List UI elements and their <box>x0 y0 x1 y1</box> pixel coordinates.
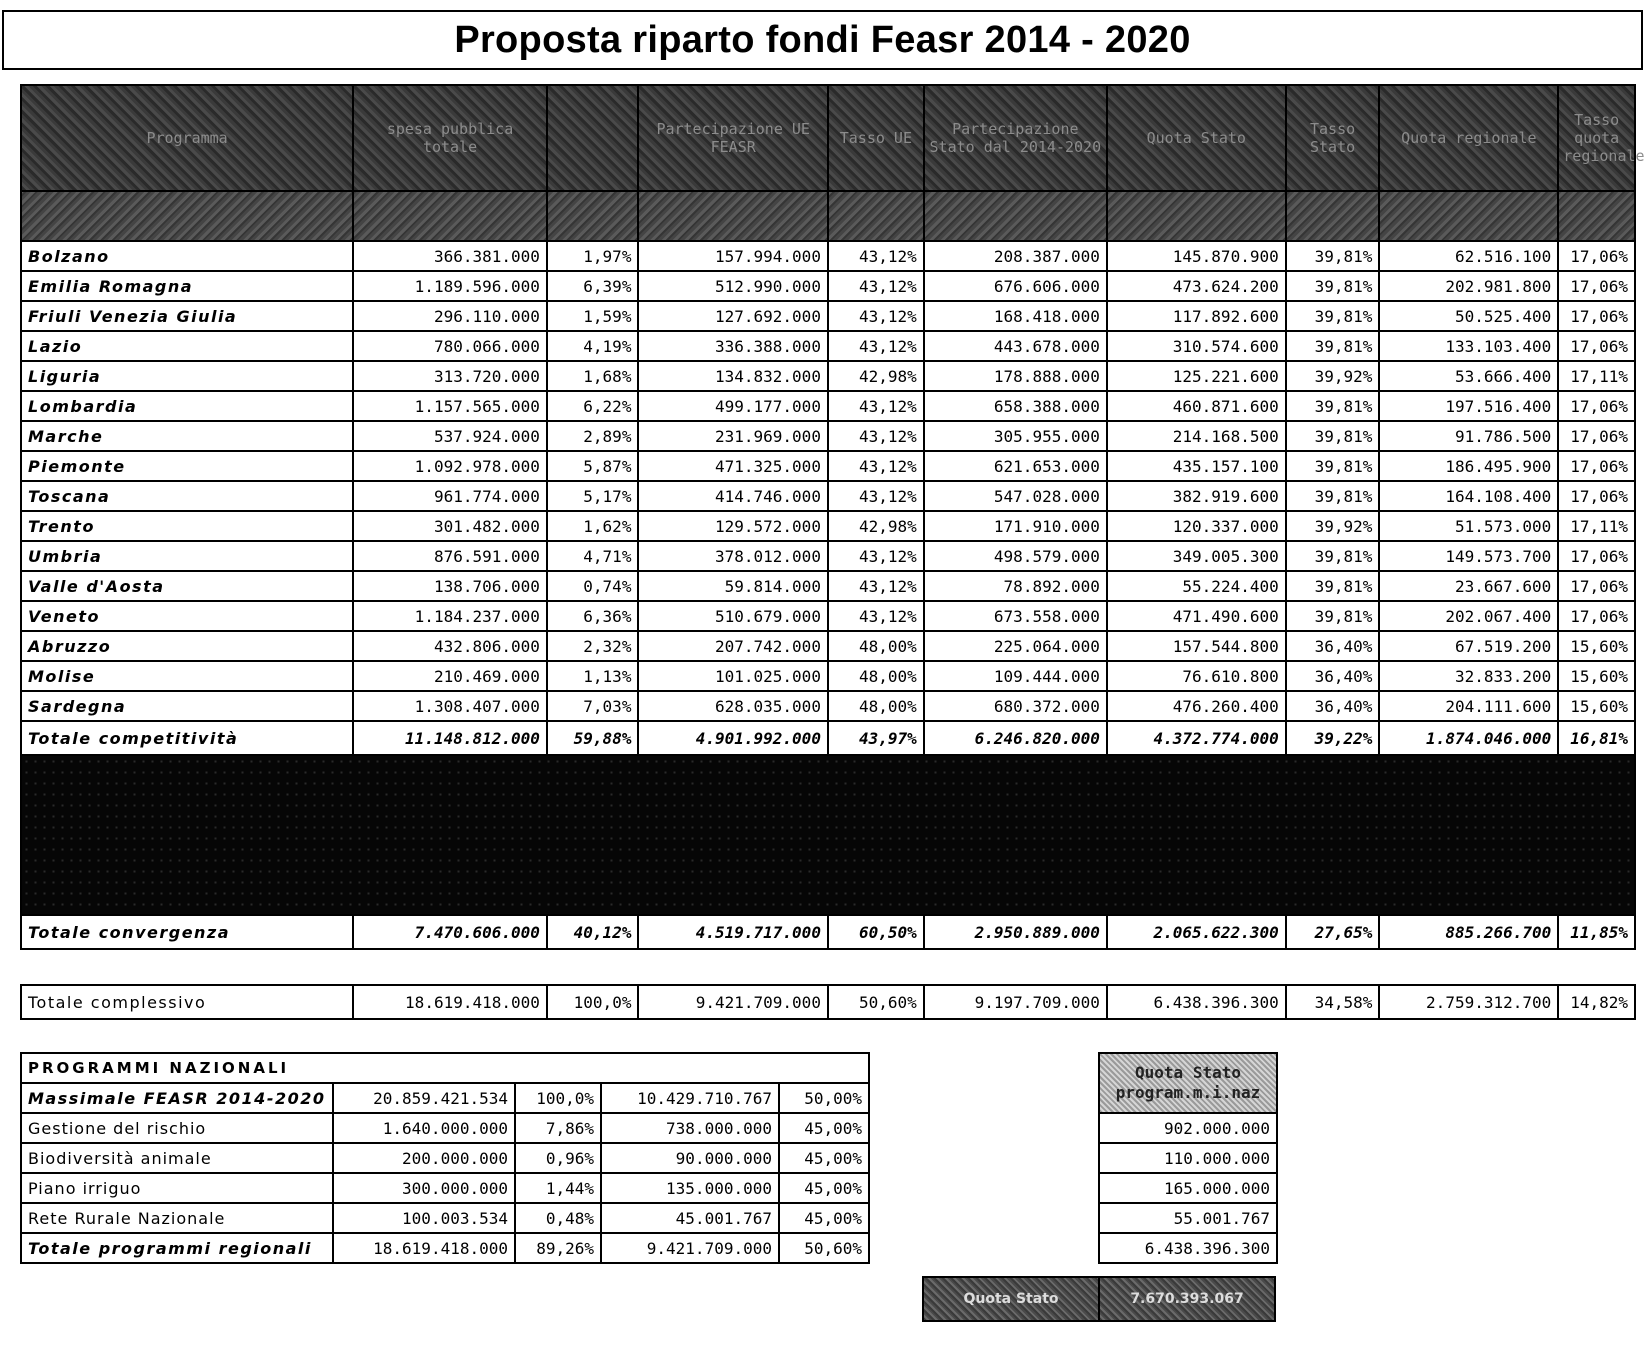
programmi-spacer <box>869 1143 921 1173</box>
quota-ue: 134.832.000 <box>638 361 828 391</box>
column-header: Tasso quota regionale <box>1558 85 1635 191</box>
quota-regionale: 186.495.900 <box>1379 451 1558 481</box>
percentuale: 6,36% <box>547 601 639 631</box>
percentuale: 2,32% <box>547 631 639 661</box>
programma-spesa: 100.003.534 <box>333 1203 515 1233</box>
quota-stato: 214.168.500 <box>1107 421 1286 451</box>
spesa-totale: 296.110.000 <box>353 301 547 331</box>
tasso-stato: 27,65% <box>1286 915 1380 949</box>
spesa-totale: 138.706.000 <box>353 571 547 601</box>
quota-stato: 471.490.600 <box>1107 601 1286 631</box>
column-header: Quota regionale <box>1379 85 1558 191</box>
programma-pct: 0,96% <box>515 1143 601 1173</box>
programmi-row <box>21 1203 921 1233</box>
table-row <box>21 271 1635 301</box>
quota-header-row <box>1099 1053 1277 1113</box>
region-name: Emilia Romagna <box>21 271 353 301</box>
spesa-totale: 1.308.407.000 <box>353 691 547 721</box>
programma-name: Piano irriguo <box>21 1173 333 1203</box>
quota-stato-value: 55.001.767 <box>1099 1203 1277 1233</box>
totale-competitivita-row <box>21 721 1635 755</box>
programmi-table <box>20 1052 922 1264</box>
programma-pct: 0,48% <box>515 1203 601 1233</box>
percentuale: 5,17% <box>547 481 639 511</box>
programma-spesa: 300.000.000 <box>333 1173 515 1203</box>
tasso-ue: 43,12% <box>828 481 924 511</box>
tasso-regionale: 16,81% <box>1558 721 1635 755</box>
quota-regionale: 1.874.046.000 <box>1379 721 1558 755</box>
quota-regionale: 53.666.400 <box>1379 361 1558 391</box>
programma-tasso: 50,60% <box>779 1233 869 1263</box>
redacted-area <box>21 755 1635 915</box>
quota-ue: 628.035.000 <box>638 691 828 721</box>
programma-tasso: 45,00% <box>779 1113 869 1143</box>
programma-ue: 10.429.710.767 <box>601 1083 779 1113</box>
programma-spesa: 1.640.000.000 <box>333 1113 515 1143</box>
tasso-regionale: 17,11% <box>1558 361 1635 391</box>
tasso-stato: 39,92% <box>1286 511 1380 541</box>
column-header: Partecipazione Stato dal 2014-2020 <box>924 85 1107 191</box>
quota-ue: 59.814.000 <box>638 571 828 601</box>
programma-ue: 90.000.000 <box>601 1143 779 1173</box>
quota-regionale: 164.108.400 <box>1379 481 1558 511</box>
programma-pct: 7,86% <box>515 1113 601 1143</box>
tasso-regionale: 17,06% <box>1558 451 1635 481</box>
redacted-band <box>21 755 1635 915</box>
quota-stato-header: Quota Stato program.m.i.naz <box>1099 1053 1277 1113</box>
quota-stato: 145.870.900 <box>1107 241 1286 271</box>
quota-row <box>1099 1173 1277 1203</box>
table-row <box>21 661 1635 691</box>
quota-stato: 2.065.622.300 <box>1107 915 1286 949</box>
quota-regionale: 67.519.200 <box>1379 631 1558 661</box>
percentuale: 100,0% <box>547 985 639 1019</box>
tasso-stato: 39,81% <box>1286 601 1380 631</box>
tasso-regionale: 17,06% <box>1558 331 1635 361</box>
table-row <box>21 511 1635 541</box>
percentuale: 0,74% <box>547 571 639 601</box>
tasso-ue: 43,12% <box>828 331 924 361</box>
quota-ue: 9.421.709.000 <box>638 985 828 1019</box>
tasso-stato: 34,58% <box>1286 985 1380 1019</box>
quota-stato-value: 6.438.396.300 <box>1099 1233 1277 1263</box>
quota-ue: 414.746.000 <box>638 481 828 511</box>
quota-ue: 499.177.000 <box>638 391 828 421</box>
percentuale: 1,68% <box>547 361 639 391</box>
column-subheader <box>924 191 1107 241</box>
spesa-totale: 210.469.000 <box>353 661 547 691</box>
programmi-spacer <box>869 1233 921 1263</box>
quota-regionale: 50.525.400 <box>1379 301 1558 331</box>
title-box <box>2 10 1643 70</box>
page-title: Proposta riparto fondi Feasr 2014 - 2020 <box>454 18 1191 61</box>
tasso-regionale: 17,06% <box>1558 421 1635 451</box>
quota-regionale: 197.516.400 <box>1379 391 1558 421</box>
table-row <box>21 691 1635 721</box>
tasso-stato: 39,81% <box>1286 571 1380 601</box>
quota-nazionale: 658.388.000 <box>924 391 1107 421</box>
spesa-totale: 11.148.812.000 <box>353 721 547 755</box>
table-row <box>21 451 1635 481</box>
quota-nazionale: 676.606.000 <box>924 271 1107 301</box>
column-subheader <box>547 191 639 241</box>
quota-regionale: 133.103.400 <box>1379 331 1558 361</box>
quota-ue: 4.901.992.000 <box>638 721 828 755</box>
quota-stato: 310.574.600 <box>1107 331 1286 361</box>
programmi-empty-cell <box>869 1053 921 1083</box>
tasso-stato: 39,81% <box>1286 271 1380 301</box>
spesa-totale: 18.619.418.000 <box>353 985 547 1019</box>
tasso-ue: 48,00% <box>828 661 924 691</box>
tasso-ue: 43,12% <box>828 391 924 421</box>
quota-stato: 117.892.600 <box>1107 301 1286 331</box>
region-name: Bolzano <box>21 241 353 271</box>
percentuale: 2,89% <box>547 421 639 451</box>
tasso-ue: 50,60% <box>828 985 924 1019</box>
column-header: Quota Stato <box>1107 85 1286 191</box>
quota-ue: 207.742.000 <box>638 631 828 661</box>
programmi-row <box>21 1143 921 1173</box>
region-name: Totale competitività <box>21 721 353 755</box>
quota-row <box>1099 1113 1277 1143</box>
tasso-ue: 60,50% <box>828 915 924 949</box>
totale-convergenza-row <box>21 915 1635 949</box>
region-name: Piemonte <box>21 451 353 481</box>
tasso-regionale: 17,06% <box>1558 271 1635 301</box>
programma-ue: 45.001.767 <box>601 1203 779 1233</box>
programma-pct: 1,44% <box>515 1173 601 1203</box>
programmi-row <box>21 1233 921 1263</box>
quota-nazionale: 6.246.820.000 <box>924 721 1107 755</box>
programmi-title: PROGRAMMI NAZIONALI <box>21 1053 869 1083</box>
column-subheader <box>828 191 924 241</box>
tasso-stato: 39,81% <box>1286 391 1380 421</box>
quota-row <box>1099 1233 1277 1263</box>
quota-regionale: 2.759.312.700 <box>1379 985 1558 1019</box>
bottom-quota-label: Quota Stato <box>924 1278 1098 1320</box>
programmi-row <box>21 1083 921 1113</box>
table-row <box>21 301 1635 331</box>
spesa-totale: 876.591.000 <box>353 541 547 571</box>
spesa-totale: 313.720.000 <box>353 361 547 391</box>
regional-table <box>20 84 1645 950</box>
region-name: Lazio <box>21 331 353 361</box>
quota-ue: 127.692.000 <box>638 301 828 331</box>
spesa-totale: 366.381.000 <box>353 241 547 271</box>
quota-regionale: 149.573.700 <box>1379 541 1558 571</box>
column-header <box>547 85 639 191</box>
tasso-ue: 43,97% <box>828 721 924 755</box>
programmi-spacer <box>869 1173 921 1203</box>
programma-tasso: 45,00% <box>779 1143 869 1173</box>
column-header: Partecipazione UE FEASR <box>638 85 828 191</box>
tasso-stato: 36,40% <box>1286 661 1380 691</box>
bottom-quota-box <box>922 1276 1276 1322</box>
table-row <box>21 541 1635 571</box>
tasso-stato: 39,81% <box>1286 541 1380 571</box>
region-name: Liguria <box>21 361 353 391</box>
programma-pct: 89,26% <box>515 1233 601 1263</box>
region-name: Molise <box>21 661 353 691</box>
column-subheader <box>1379 191 1558 241</box>
tasso-ue: 43,12% <box>828 601 924 631</box>
spesa-totale: 537.924.000 <box>353 421 547 451</box>
programma-tasso: 45,00% <box>779 1173 869 1203</box>
region-name: Valle d'Aosta <box>21 571 353 601</box>
column-subheader <box>21 191 353 241</box>
tasso-ue: 43,12% <box>828 571 924 601</box>
table-row <box>21 631 1635 661</box>
spesa-totale: 780.066.000 <box>353 331 547 361</box>
programma-spesa: 20.859.421.534 <box>333 1083 515 1113</box>
quota-ue: 510.679.000 <box>638 601 828 631</box>
table-row <box>21 421 1635 451</box>
quota-nazionale: 2.950.889.000 <box>924 915 1107 949</box>
quota-nazionale: 109.444.000 <box>924 661 1107 691</box>
quota-ue: 231.969.000 <box>638 421 828 451</box>
programmi-title-row <box>21 1053 921 1083</box>
tasso-ue: 43,12% <box>828 271 924 301</box>
region-name: Marche <box>21 421 353 451</box>
bottom-quota-value: 7.670.393.067 <box>1098 1278 1274 1320</box>
tasso-regionale: 17,06% <box>1558 301 1635 331</box>
column-header: Programma <box>21 85 353 191</box>
tasso-regionale: 17,06% <box>1558 481 1635 511</box>
quota-nazionale: 305.955.000 <box>924 421 1107 451</box>
programma-ue: 135.000.000 <box>601 1173 779 1203</box>
quota-stato: 382.919.600 <box>1107 481 1286 511</box>
programmi-row <box>21 1113 921 1143</box>
tasso-ue: 43,12% <box>828 301 924 331</box>
quota-nazionale: 208.387.000 <box>924 241 1107 271</box>
quota-stato: 157.544.800 <box>1107 631 1286 661</box>
percentuale: 1,13% <box>547 661 639 691</box>
quota-nazionale: 547.028.000 <box>924 481 1107 511</box>
quota-nazionale: 443.678.000 <box>924 331 1107 361</box>
spesa-totale: 432.806.000 <box>353 631 547 661</box>
quota-nazionale: 78.892.000 <box>924 571 1107 601</box>
spesa-totale: 301.482.000 <box>353 511 547 541</box>
column-header: spesa pubblica totale <box>353 85 547 191</box>
quota-ue: 471.325.000 <box>638 451 828 481</box>
quota-regionale: 91.786.500 <box>1379 421 1558 451</box>
tasso-ue: 43,12% <box>828 241 924 271</box>
region-name: Trento <box>21 511 353 541</box>
total-table <box>20 984 1636 1020</box>
table-row <box>21 241 1635 271</box>
table-row <box>21 361 1635 391</box>
quota-nazionale: 9.197.709.000 <box>924 985 1107 1019</box>
percentuale: 4,71% <box>547 541 639 571</box>
programma-name: Massimale FEASR 2014-2020 <box>21 1083 333 1113</box>
tasso-regionale: 15,60% <box>1558 631 1635 661</box>
programma-name: Rete Rurale Nazionale <box>21 1203 333 1233</box>
table-row <box>21 331 1635 361</box>
tasso-regionale: 17,06% <box>1558 571 1635 601</box>
quota-regionale: 32.833.200 <box>1379 661 1558 691</box>
tasso-ue: 48,00% <box>828 691 924 721</box>
quota-ue: 157.994.000 <box>638 241 828 271</box>
percentuale: 7,03% <box>547 691 639 721</box>
quota-stato-value: 165.000.000 <box>1099 1173 1277 1203</box>
quota-stato: 476.260.400 <box>1107 691 1286 721</box>
quota-stato-value: 902.000.000 <box>1099 1113 1277 1143</box>
programmi-spacer <box>869 1083 921 1113</box>
quota-regionale: 202.067.400 <box>1379 601 1558 631</box>
quota-stato: 120.337.000 <box>1107 511 1286 541</box>
quota-ue: 512.990.000 <box>638 271 828 301</box>
programma-name: Gestione del rischio <box>21 1113 333 1143</box>
tasso-ue: 43,12% <box>828 421 924 451</box>
quota-nazionale: 168.418.000 <box>924 301 1107 331</box>
column-header: Tasso Stato <box>1286 85 1380 191</box>
quota-stato: 349.005.300 <box>1107 541 1286 571</box>
tasso-ue: 43,12% <box>828 541 924 571</box>
percentuale: 1,97% <box>547 241 639 271</box>
quota-regionale: 204.111.600 <box>1379 691 1558 721</box>
tasso-stato: 39,92% <box>1286 361 1380 391</box>
region-name: Friuli Venezia Giulia <box>21 301 353 331</box>
quota-stato: 6.438.396.300 <box>1107 985 1286 1019</box>
quota-stato: 460.871.600 <box>1107 391 1286 421</box>
percentuale: 1,59% <box>547 301 639 331</box>
tasso-ue: 48,00% <box>828 631 924 661</box>
subheader-row <box>21 191 1635 241</box>
totale-complessivo-row <box>21 985 1635 1019</box>
table-row <box>21 391 1635 421</box>
quota-nazionale: 621.653.000 <box>924 451 1107 481</box>
region-name: Totale convergenza <box>21 915 353 949</box>
programma-tasso: 45,00% <box>779 1203 869 1233</box>
column-header: Tasso UE <box>828 85 924 191</box>
spesa-totale: 7.470.606.000 <box>353 915 547 949</box>
column-subheader <box>1558 191 1635 241</box>
column-subheader <box>638 191 828 241</box>
quota-stato: 125.221.600 <box>1107 361 1286 391</box>
region-name: Toscana <box>21 481 353 511</box>
quota-ue: 129.572.000 <box>638 511 828 541</box>
quota-nazionale: 680.372.000 <box>924 691 1107 721</box>
programma-spesa: 18.619.418.000 <box>333 1233 515 1263</box>
programma-name: Totale programmi regionali <box>21 1233 333 1263</box>
tasso-regionale: 11,85% <box>1558 915 1635 949</box>
tasso-stato: 39,81% <box>1286 301 1380 331</box>
tasso-regionale: 17,06% <box>1558 241 1635 271</box>
table-row <box>21 571 1635 601</box>
quota-stato: 4.372.774.000 <box>1107 721 1286 755</box>
programmi-row <box>21 1173 921 1203</box>
programma-tasso: 50,00% <box>779 1083 869 1113</box>
programma-name: Biodiversità animale <box>21 1143 333 1173</box>
quota-regionale: 51.573.000 <box>1379 511 1558 541</box>
quota-nazionale: 225.064.000 <box>924 631 1107 661</box>
table-row <box>21 601 1635 631</box>
percentuale: 5,87% <box>547 451 639 481</box>
tasso-stato: 36,40% <box>1286 691 1380 721</box>
programma-ue: 9.421.709.000 <box>601 1233 779 1263</box>
tasso-regionale: 15,60% <box>1558 691 1635 721</box>
quota-regionale: 23.667.600 <box>1379 571 1558 601</box>
percentuale: 4,19% <box>547 331 639 361</box>
percentuale: 59,88% <box>547 721 639 755</box>
column-subheader <box>1107 191 1286 241</box>
quota-nazionale: 673.558.000 <box>924 601 1107 631</box>
spesa-totale: 1.157.565.000 <box>353 391 547 421</box>
tasso-stato: 39,81% <box>1286 331 1380 361</box>
quota-stato: 76.610.800 <box>1107 661 1286 691</box>
tasso-stato: 39,81% <box>1286 451 1380 481</box>
quota-nazionale: 498.579.000 <box>924 541 1107 571</box>
programma-spesa: 200.000.000 <box>333 1143 515 1173</box>
programmi-spacer <box>869 1203 921 1233</box>
tasso-stato: 39,81% <box>1286 421 1380 451</box>
quota-row <box>1099 1143 1277 1173</box>
percentuale: 40,12% <box>547 915 639 949</box>
region-name: Lombardia <box>21 391 353 421</box>
tasso-regionale: 17,06% <box>1558 391 1635 421</box>
quota-nazionale: 178.888.000 <box>924 361 1107 391</box>
quota-regionale: 62.516.100 <box>1379 241 1558 271</box>
quota-stato-table <box>1098 1052 1278 1264</box>
programma-ue: 738.000.000 <box>601 1113 779 1143</box>
quota-regionale: 202.981.800 <box>1379 271 1558 301</box>
tasso-stato: 36,40% <box>1286 631 1380 661</box>
tasso-regionale: 17,06% <box>1558 541 1635 571</box>
quota-stato: 55.224.400 <box>1107 571 1286 601</box>
quota-stato: 435.157.100 <box>1107 451 1286 481</box>
region-name: Sardegna <box>21 691 353 721</box>
spesa-totale: 1.189.596.000 <box>353 271 547 301</box>
percentuale: 1,62% <box>547 511 639 541</box>
header-row <box>21 85 1635 191</box>
spesa-totale: 961.774.000 <box>353 481 547 511</box>
quota-regionale: 885.266.700 <box>1379 915 1558 949</box>
tasso-stato: 39,22% <box>1286 721 1380 755</box>
quota-ue: 4.519.717.000 <box>638 915 828 949</box>
region-name: Abruzzo <box>21 631 353 661</box>
column-subheader <box>353 191 547 241</box>
quota-nazionale: 171.910.000 <box>924 511 1107 541</box>
quota-ue: 101.025.000 <box>638 661 828 691</box>
percentuale: 6,39% <box>547 271 639 301</box>
tasso-ue: 43,12% <box>828 451 924 481</box>
quota-ue: 378.012.000 <box>638 541 828 571</box>
quota-stato-value: 110.000.000 <box>1099 1143 1277 1173</box>
tasso-regionale: 14,82% <box>1558 985 1635 1019</box>
region-name: Veneto <box>21 601 353 631</box>
quota-ue: 336.388.000 <box>638 331 828 361</box>
region-name: Umbria <box>21 541 353 571</box>
tasso-regionale: 15,60% <box>1558 661 1635 691</box>
programma-pct: 100,0% <box>515 1083 601 1113</box>
quota-stato: 473.624.200 <box>1107 271 1286 301</box>
column-subheader <box>1286 191 1380 241</box>
spesa-totale: 1.092.978.000 <box>353 451 547 481</box>
tasso-ue: 42,98% <box>828 361 924 391</box>
tasso-regionale: 17,11% <box>1558 511 1635 541</box>
tasso-ue: 42,98% <box>828 511 924 541</box>
programmi-spacer <box>869 1113 921 1143</box>
tasso-stato: 39,81% <box>1286 481 1380 511</box>
table-row <box>21 481 1635 511</box>
region-name: Totale complessivo <box>21 985 353 1019</box>
tasso-stato: 39,81% <box>1286 241 1380 271</box>
percentuale: 6,22% <box>547 391 639 421</box>
spesa-totale: 1.184.237.000 <box>353 601 547 631</box>
quota-row <box>1099 1203 1277 1233</box>
tasso-regionale: 17,06% <box>1558 601 1635 631</box>
